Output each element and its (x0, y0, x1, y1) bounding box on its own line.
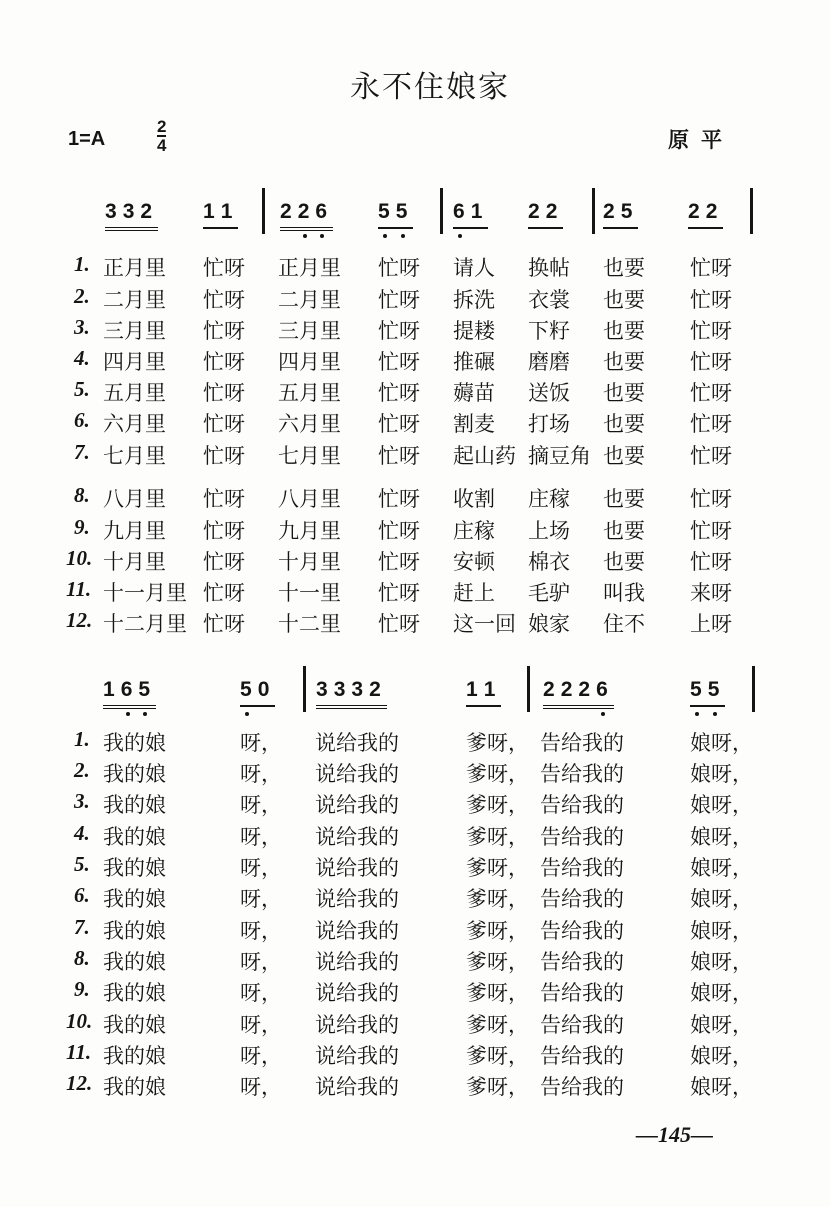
lyric-word: 九月里 (103, 519, 166, 543)
note-group (105, 200, 158, 231)
lyric-word: 爹呀， (466, 950, 529, 974)
verse-number: 8. (74, 946, 90, 970)
lyric-word: 娘呀， (690, 825, 753, 849)
song-title: 永不住娘家 (350, 70, 510, 105)
lyric-word: 也要 (603, 444, 645, 468)
lyric-word: 我的娘 (103, 950, 166, 974)
note: 1 (103, 678, 121, 701)
lyric-word: 告给我的 (540, 1044, 624, 1068)
lyric-word: 推碾 (453, 350, 495, 374)
lyric-word: 三月里 (278, 319, 341, 343)
verse-number: 10. (66, 546, 93, 570)
note: 5 (707, 678, 726, 701)
lyric-word: 呀， (240, 887, 282, 911)
note-group (453, 200, 488, 229)
lyric-word: 摘豆角 (528, 444, 591, 468)
note: 3 (122, 200, 141, 223)
note: 2 (688, 200, 706, 223)
verse-number: 9. (74, 515, 90, 539)
lyric-word: 呀， (240, 919, 282, 943)
lyric-word: 我的娘 (103, 825, 166, 849)
note-group (378, 200, 413, 229)
note: 1 (470, 200, 489, 223)
verse-number: 11. (66, 1040, 92, 1064)
lyric-word: 告给我的 (540, 950, 624, 974)
lyric-word: 爹呀， (466, 793, 529, 817)
lyric-word: 呀， (240, 1075, 282, 1099)
lyric-word: 娘呀， (690, 887, 753, 911)
lyric-word: 告给我的 (540, 919, 624, 943)
note: 2 (280, 200, 298, 223)
lyric-word: 忙呀 (690, 487, 732, 511)
lyric-word: 十月里 (278, 550, 341, 574)
lyric-word: 割麦 (453, 412, 495, 436)
lyric-word: 说给我的 (315, 981, 399, 1005)
lyric-word: 九月里 (278, 519, 341, 543)
note-group (690, 678, 725, 707)
lyric-word: 忙呀 (203, 256, 245, 280)
lyric-word: 说给我的 (315, 1013, 399, 1037)
lyric-word: 说给我的 (315, 825, 399, 849)
lyric-word: 告给我的 (540, 981, 624, 1005)
lyric-word: 告给我的 (540, 793, 624, 817)
note: 6 (120, 678, 139, 701)
note: 3 (316, 678, 334, 701)
lyric-word: 忙呀 (690, 288, 732, 312)
verse-number: 6. (74, 883, 90, 907)
verse-number: 3. (74, 315, 90, 339)
lyric-word: 我的娘 (103, 856, 166, 880)
lyric-word: 爹呀， (466, 1075, 529, 1099)
lyric-word: 我的娘 (103, 919, 166, 943)
lyric-word: 拆洗 (453, 288, 495, 312)
lyric-word: 十月里 (103, 550, 166, 574)
lyric-word: 娘呀， (690, 793, 753, 817)
lyric-word: 忙呀 (203, 612, 245, 636)
verse-number: 2. (74, 284, 90, 308)
lyric-word: 呀， (240, 793, 282, 817)
lyric-word: 收割 (453, 487, 495, 511)
verse-number: 8. (74, 483, 90, 507)
lyric-word: 庄稼 (453, 519, 495, 543)
lyric-word: 忙呀 (203, 288, 245, 312)
lyric-word: 忙呀 (690, 444, 732, 468)
page-number: —145— (636, 1122, 713, 1147)
note: 1 (466, 678, 484, 701)
lyric-word: 说给我的 (315, 1075, 399, 1099)
lyric-word: 毛驴 (528, 581, 570, 605)
lyric-word: 忙呀 (690, 350, 732, 374)
note-group (603, 200, 638, 229)
lyric-word: 忙呀 (378, 288, 420, 312)
lyric-word: 呀， (240, 856, 282, 880)
lyric-word: 也要 (603, 550, 645, 574)
lyric-word: 忙呀 (378, 550, 420, 574)
verse-number: 1. (74, 252, 90, 276)
lyric-word: 忙呀 (378, 256, 420, 280)
lyric-word: 娘呀， (690, 731, 753, 755)
lyric-word: 三月里 (103, 319, 166, 343)
lyric-word: 提耧 (453, 319, 495, 343)
verse-number: 5. (74, 377, 90, 401)
lyric-word: 忙呀 (378, 412, 420, 436)
lyric-word: 忙呀 (690, 519, 732, 543)
note: 5 (690, 678, 708, 701)
note-group (688, 200, 723, 229)
verse-number: 4. (74, 821, 90, 845)
lyric-word: 也要 (603, 381, 645, 405)
lyric-word: 叫我 (603, 581, 645, 605)
time-signature (157, 118, 166, 154)
note: 3 (333, 678, 352, 701)
lyric-word: 忙呀 (378, 350, 420, 374)
lyric-word: 忙呀 (203, 487, 245, 511)
key-signature: 1=A (68, 128, 106, 150)
note: 5 (620, 200, 639, 223)
note: 3 (105, 200, 123, 223)
note-group (528, 200, 563, 229)
note: 2 (578, 678, 597, 701)
lyric-word: 也要 (603, 288, 645, 312)
note-group (203, 200, 238, 229)
verse-number: 12. (66, 608, 93, 632)
verse-number: 12. (66, 1071, 93, 1095)
verse-number: 2. (74, 758, 90, 782)
lyric-word: 忙呀 (203, 412, 245, 436)
lyric-word: 说给我的 (315, 856, 399, 880)
bar-line (262, 188, 265, 234)
lyric-word: 也要 (603, 412, 645, 436)
note-group (543, 678, 614, 709)
lyric-word: 起山药 (453, 444, 516, 468)
meter-denominator: 4 (157, 136, 167, 155)
lyric-word: 我的娘 (103, 887, 166, 911)
lyric-word: 娘呀， (690, 919, 753, 943)
lyric-word: 忙呀 (690, 550, 732, 574)
lyric-word: 娘呀， (690, 1013, 753, 1037)
lyric-word: 我的娘 (103, 1075, 166, 1099)
bar-line (752, 666, 755, 712)
lyric-word: 娘呀， (690, 950, 753, 974)
lyric-word: 忙呀 (203, 444, 245, 468)
note: 1 (483, 678, 502, 701)
lyric-word: 忙呀 (203, 550, 245, 574)
lyric-word: 呀， (240, 950, 282, 974)
lyric-word: 五月里 (103, 381, 166, 405)
lyric-word: 忙呀 (378, 612, 420, 636)
lyric-word: 爹呀， (466, 887, 529, 911)
lyric-word: 呀， (240, 731, 282, 755)
note-group (240, 678, 275, 707)
verse-number: 10. (66, 1009, 93, 1033)
lyric-word: 七月里 (103, 444, 166, 468)
lyric-word: 薅苗 (453, 381, 495, 405)
verse-number: 11. (66, 577, 92, 601)
lyric-word: 说给我的 (315, 950, 399, 974)
lyric-word: 说给我的 (315, 887, 399, 911)
lyric-word: 换帖 (528, 256, 570, 280)
lyric-word: 告给我的 (540, 731, 624, 755)
lyric-word: 四月里 (103, 350, 166, 374)
lyric-word: 二月里 (103, 288, 166, 312)
lyric-word: 娘呀， (690, 1075, 753, 1099)
lyric-word: 也要 (603, 319, 645, 343)
lyric-word: 忙呀 (378, 487, 420, 511)
song-origin: 原平 (668, 127, 734, 152)
note: 1 (203, 200, 221, 223)
lyric-word: 爹呀， (466, 1013, 529, 1037)
lyric-word: 住不 (603, 612, 645, 636)
verse-number: 4. (74, 346, 90, 370)
lyric-word: 请人 (453, 256, 495, 280)
lyric-word: 说给我的 (315, 919, 399, 943)
lyric-word: 磨磨 (528, 350, 570, 374)
verse-number: 3. (74, 789, 90, 813)
lyric-word: 送饭 (528, 381, 570, 405)
lyric-word: 打场 (528, 412, 570, 436)
lyric-word: 棉衣 (528, 550, 570, 574)
note: 3 (351, 678, 370, 701)
lyric-word: 我的娘 (103, 981, 166, 1005)
lyric-word: 庄稼 (528, 487, 570, 511)
lyric-word: 六月里 (103, 412, 166, 436)
verse-number: 9. (74, 977, 90, 1001)
lyric-word: 也要 (603, 350, 645, 374)
lyric-word: 忙呀 (203, 581, 245, 605)
lyric-word: 忙呀 (203, 350, 245, 374)
meter-numerator: 2 (157, 117, 167, 136)
lyric-word: 爹呀， (466, 825, 529, 849)
note: 5 (138, 678, 157, 701)
lyric-word: 忙呀 (203, 319, 245, 343)
bar-line (440, 188, 443, 234)
lyric-word: 八月里 (278, 487, 341, 511)
lyric-word: 我的娘 (103, 793, 166, 817)
lyric-word: 十二月里 (103, 612, 187, 636)
note: 5 (378, 200, 396, 223)
bar-line (750, 188, 753, 234)
verse-number: 7. (74, 440, 90, 464)
lyric-word: 忙呀 (690, 256, 732, 280)
lyric-word: 六月里 (278, 412, 341, 436)
lyric-word: 说给我的 (315, 731, 399, 755)
lyric-word: 告给我的 (540, 762, 624, 786)
note: 2 (545, 200, 564, 223)
lyric-word: 上场 (528, 519, 570, 543)
lyric-word: 衣裳 (528, 288, 570, 312)
lyric-word: 爹呀， (466, 919, 529, 943)
lyric-word: 忙呀 (690, 381, 732, 405)
lyric-word: 说给我的 (315, 1044, 399, 1068)
note-group (316, 678, 387, 709)
lyric-word: 忙呀 (378, 319, 420, 343)
lyric-word: 呀， (240, 1044, 282, 1068)
note: 2 (543, 678, 561, 701)
lyric-word: 娘家 (528, 612, 570, 636)
lyric-word: 这一回 (453, 612, 516, 636)
lyric-word: 告给我的 (540, 825, 624, 849)
lyric-word: 忙呀 (378, 381, 420, 405)
note: 2 (528, 200, 546, 223)
lyric-word: 忙呀 (378, 581, 420, 605)
lyric-word: 正月里 (278, 256, 341, 280)
lyric-word: 也要 (603, 519, 645, 543)
lyric-word: 我的娘 (103, 762, 166, 786)
lyric-word: 爹呀， (466, 731, 529, 755)
lyric-word: 告给我的 (540, 1013, 624, 1037)
note-group (280, 200, 333, 231)
lyric-word: 也要 (603, 256, 645, 280)
lyric-word: 八月里 (103, 487, 166, 511)
lyric-word: 十一里 (278, 581, 341, 605)
lyric-word: 二月里 (278, 288, 341, 312)
lyric-word: 呀， (240, 762, 282, 786)
verse-number: 1. (74, 727, 90, 751)
lyric-word: 赶上 (453, 581, 495, 605)
lyric-word: 呀， (240, 1013, 282, 1037)
lyric-word: 忙呀 (203, 381, 245, 405)
lyric-word: 我的娘 (103, 1013, 166, 1037)
verse-number: 7. (74, 915, 90, 939)
lyric-word: 爹呀， (466, 981, 529, 1005)
lyric-word: 下籽 (528, 319, 570, 343)
note: 1 (220, 200, 239, 223)
lyric-word: 四月里 (278, 350, 341, 374)
lyric-word: 来呀 (690, 581, 732, 605)
lyric-word: 爹呀， (466, 1044, 529, 1068)
note: 5 (240, 678, 258, 701)
lyric-word: 娘呀， (690, 1044, 753, 1068)
lyric-word: 爹呀， (466, 856, 529, 880)
lyric-word: 娘呀， (690, 981, 753, 1005)
lyric-word: 爹呀， (466, 762, 529, 786)
lyric-word: 娘呀， (690, 762, 753, 786)
lyric-word: 五月里 (278, 381, 341, 405)
bar-line (303, 666, 306, 712)
note: 2 (297, 200, 316, 223)
note: 2 (603, 200, 621, 223)
note: 2 (560, 678, 579, 701)
lyric-word: 告给我的 (540, 856, 624, 880)
lyric-word: 忙呀 (378, 444, 420, 468)
lyric-word: 正月里 (103, 256, 166, 280)
lyric-word: 娘呀， (690, 856, 753, 880)
lyric-word: 忙呀 (378, 519, 420, 543)
lyric-word: 安顿 (453, 550, 495, 574)
lyric-word: 也要 (603, 487, 645, 511)
lyric-word: 呀， (240, 981, 282, 1005)
note: 2 (705, 200, 724, 223)
lyric-word: 我的娘 (103, 731, 166, 755)
lyric-word: 说给我的 (315, 762, 399, 786)
lyric-word: 十二里 (278, 612, 341, 636)
lyric-word: 说给我的 (315, 793, 399, 817)
lyric-word: 告给我的 (540, 887, 624, 911)
lyric-word: 忙呀 (690, 412, 732, 436)
note-group (103, 678, 156, 709)
bar-line (592, 188, 595, 234)
note: 0 (257, 678, 276, 701)
note: 6 (315, 200, 334, 223)
lyric-word: 七月里 (278, 444, 341, 468)
note-group (466, 678, 501, 707)
lyric-word: 十一月里 (103, 581, 187, 605)
note: 5 (395, 200, 414, 223)
note: 2 (140, 200, 159, 223)
bar-line (527, 666, 530, 712)
verse-number: 6. (74, 408, 90, 432)
lyric-word: 告给我的 (540, 1075, 624, 1099)
note: 6 (453, 200, 471, 223)
lyric-word: 忙呀 (690, 319, 732, 343)
note: 6 (596, 678, 614, 701)
note: 2 (369, 678, 387, 701)
lyric-word: 呀， (240, 825, 282, 849)
lyric-word: 上呀 (690, 612, 732, 636)
lyric-word: 忙呀 (203, 519, 245, 543)
lyric-word: 我的娘 (103, 1044, 166, 1068)
verse-number: 5. (74, 852, 90, 876)
